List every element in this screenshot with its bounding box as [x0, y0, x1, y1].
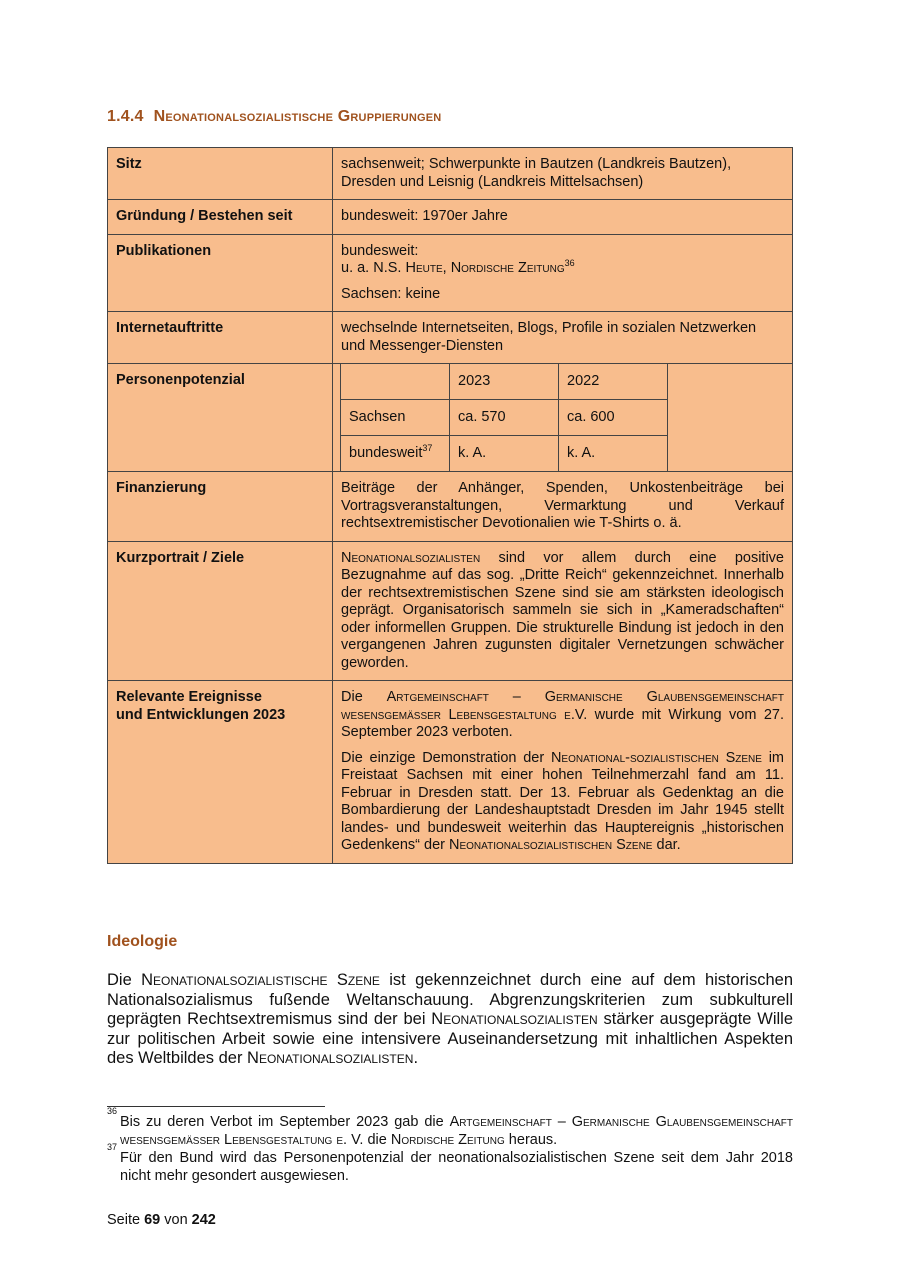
footnotes [107, 1106, 793, 1185]
row-value [333, 364, 793, 472]
row-label: Internetauftritte [108, 312, 333, 364]
ideology-heading: Ideologie [107, 933, 178, 950]
row-value [333, 681, 793, 864]
section-heading [107, 108, 441, 126]
section-title: Neonationalsozialistische Gruppierungen [153, 108, 442, 125]
row-label: Publikationen [108, 234, 333, 312]
label-line: und Entwicklungen 2023 [116, 706, 286, 723]
row-value: wechselnde Internetseiten, Blogs, Profile in sozialen Netzwerken und Messenger-Diensten [333, 312, 793, 364]
table-row-sitz [108, 148, 793, 200]
row-value: bundesweit: 1970er Jahre [333, 200, 793, 235]
profile-table [107, 147, 793, 864]
section-number: 1.4.4 [107, 108, 144, 125]
row-label: Kurzportrait / Ziele [108, 541, 333, 681]
footnote-37: 37 Für den Bund wird das Personenpotenzial der neonationalsozialistischen Szene seit dem Jahr 2018 nicht mehr gesondert ausgewiesen. [107, 1142, 793, 1184]
table-row-publikationen [108, 234, 793, 312]
event-paragraph [341, 750, 784, 855]
table-row-finanzierung [108, 472, 793, 542]
publications-line-2 [341, 260, 784, 278]
region-label: Sachsen [349, 408, 406, 425]
persons-value: k. A. [450, 436, 559, 472]
organization-name: Artgemeinschaft – Germanische Glaubensgemeinschaft wesensgemäßer Lebensgestaltung e. [120, 1114, 793, 1148]
row-value [333, 541, 793, 681]
persons-header-empty [341, 364, 450, 400]
text-fragment: Für den Bund wird das Personenpotenzial der neonationalsozialistischen Szene seit dem Jahr 2018 nicht mehr gesondert ausgewiesen. [120, 1150, 793, 1184]
current-page: 69 [144, 1212, 161, 1228]
publication-title: N.S. Heute [373, 260, 443, 276]
persons-region [341, 400, 450, 436]
text-fragment: von [160, 1212, 192, 1228]
text-fragment: ist gekennzeichnet durch eine auf dem historischen Nationalsozialismus fußende Weltanschauung. Abgrenzungskriterien zum subkulturell geprägten Rechtsextremismus sind der bei [107, 971, 793, 1028]
row-label [108, 681, 333, 864]
text-fragment: V. die [347, 1132, 391, 1148]
persons-value: ca. 570 [450, 400, 559, 436]
persons-row [341, 436, 668, 472]
persons-region [341, 436, 450, 472]
text-fragment: Die [107, 971, 142, 989]
row-value [333, 234, 793, 312]
row-label: Finanzierung [108, 472, 333, 542]
table-row-gruendung [108, 200, 793, 235]
publication-title: Nordische Zeitung [390, 1132, 505, 1148]
row-label: Gründung / Bestehen seit [108, 200, 333, 235]
publications-line-3: Sachsen: keine [341, 285, 441, 302]
text-fragment: dar. [652, 837, 681, 853]
table-row-personenpotenzial [108, 364, 793, 472]
page-number [107, 1212, 216, 1228]
text-fragment: Die [341, 689, 387, 705]
total-pages: 242 [191, 1212, 216, 1228]
persons-year-header: 2023 [450, 364, 559, 400]
persons-header-row [341, 364, 668, 400]
row-label: Personenpotenzial [108, 364, 333, 472]
publication-title: Nordische Zeitung [450, 260, 565, 276]
table-row-ereignisse [108, 681, 793, 864]
publications-line-1: bundesweit: [341, 242, 419, 259]
text-fragment: V. wurde mit Wirkung vom 27. September 2023 verboten. [341, 706, 785, 740]
text-fragment: u. a. [341, 260, 374, 276]
persons-row [341, 400, 668, 436]
text-fragment: Seite [107, 1212, 145, 1228]
organization-name: Artgemeinschaft – Germanische Glaubensgemeinschaft wesensgemäßer Lebensgestaltung e. [341, 689, 784, 723]
table-row-internet [108, 312, 793, 364]
event-paragraph [341, 689, 784, 742]
label-line: Relevante Ereignisse [116, 689, 262, 705]
region-label: bundesweit [349, 444, 423, 461]
persons-value: ca. 600 [559, 400, 668, 436]
row-value: sachsenweit; Schwerpunkte in Bautzen (Landkreis Bautzen), Dresden und Leisnig (Landkreis Mittelsachsen) [333, 148, 793, 200]
term: Neonationalsozialisten [431, 1010, 598, 1028]
term: Neonationalsozialisten [341, 549, 481, 566]
text-fragment: im Freistaat Sachsen mit einer hohen Teilnehmerzahl fand am 11. Februar in Dresden statt. Der 13. Februar als Gedenktag an die Bombardierung der Landeshauptstadt Dresden im Jahr 1945 stellt landes- und bundesweit weiterhin das Hauptereignis „historischen Gedenkens“ der [341, 749, 784, 853]
footnote-ref: 37 [422, 442, 433, 453]
persons-year-header: 2022 [559, 364, 668, 400]
text-fragment: . [413, 1049, 419, 1067]
text-fragment: sind vor allem durch eine positive Bezugnahme auf das sog. „Dritte Reich“ gekennzeichnet. Innerhalb der rechtsextremistischen Szene sind sie am stärksten ideologisch geprägt. Organisatorisch sammeln sie sich in „Kameradschaften“ oder informellen Gruppen. Die strukturelle Bindung ist jedoch in den vergangenen Jahren zugunsten digitaler Vernetzungen schwächer geworden. [341, 549, 784, 671]
footnote-separator [107, 1106, 325, 1107]
term: Neonationalsozialistische Szene [141, 971, 380, 989]
persons-value: k. A. [559, 436, 668, 472]
text-fragment: , [442, 260, 451, 276]
ideology-paragraph [107, 971, 793, 1069]
term: Neonational-sozialistischen Szene [550, 749, 762, 766]
row-value: Beiträge der Anhänger, Spenden, Unkostenbeiträge bei Vortragsveranstaltungen, Vermarktung und Verkauf rechtsextremistischer Devotionalien wie T-Shirts o. ä. [333, 472, 793, 542]
persons-table [340, 363, 668, 472]
table-row-kurzportrait [108, 541, 793, 681]
footnote-36: 36 Bis zu deren Verbot im September 2023 gab die Artgemeinschaft – Germanische Glaubensgemeinschaft wesensgemäßer Lebensgestaltung e. V. die Nordische Zeitung heraus. [107, 1106, 793, 1148]
text-fragment: stärker ausgeprägte Wille zur politischen Arbeit sowie eine intensivere Auseinandersetzung mit inhaltlichen Aspekten des Weltbildes der [107, 1010, 793, 1067]
text-fragment: heraus. [504, 1132, 558, 1148]
term: Neonationalsozialistischen Szene [449, 837, 653, 853]
row-label: Sitz [108, 148, 333, 200]
text-fragment: Bis zu deren Verbot im September 2023 gab die [120, 1114, 450, 1130]
footnote-ref: 36 [564, 258, 575, 269]
term: Neonationalsozialisten [247, 1049, 414, 1067]
text-fragment: Die einzige Demonstration der [341, 749, 551, 766]
